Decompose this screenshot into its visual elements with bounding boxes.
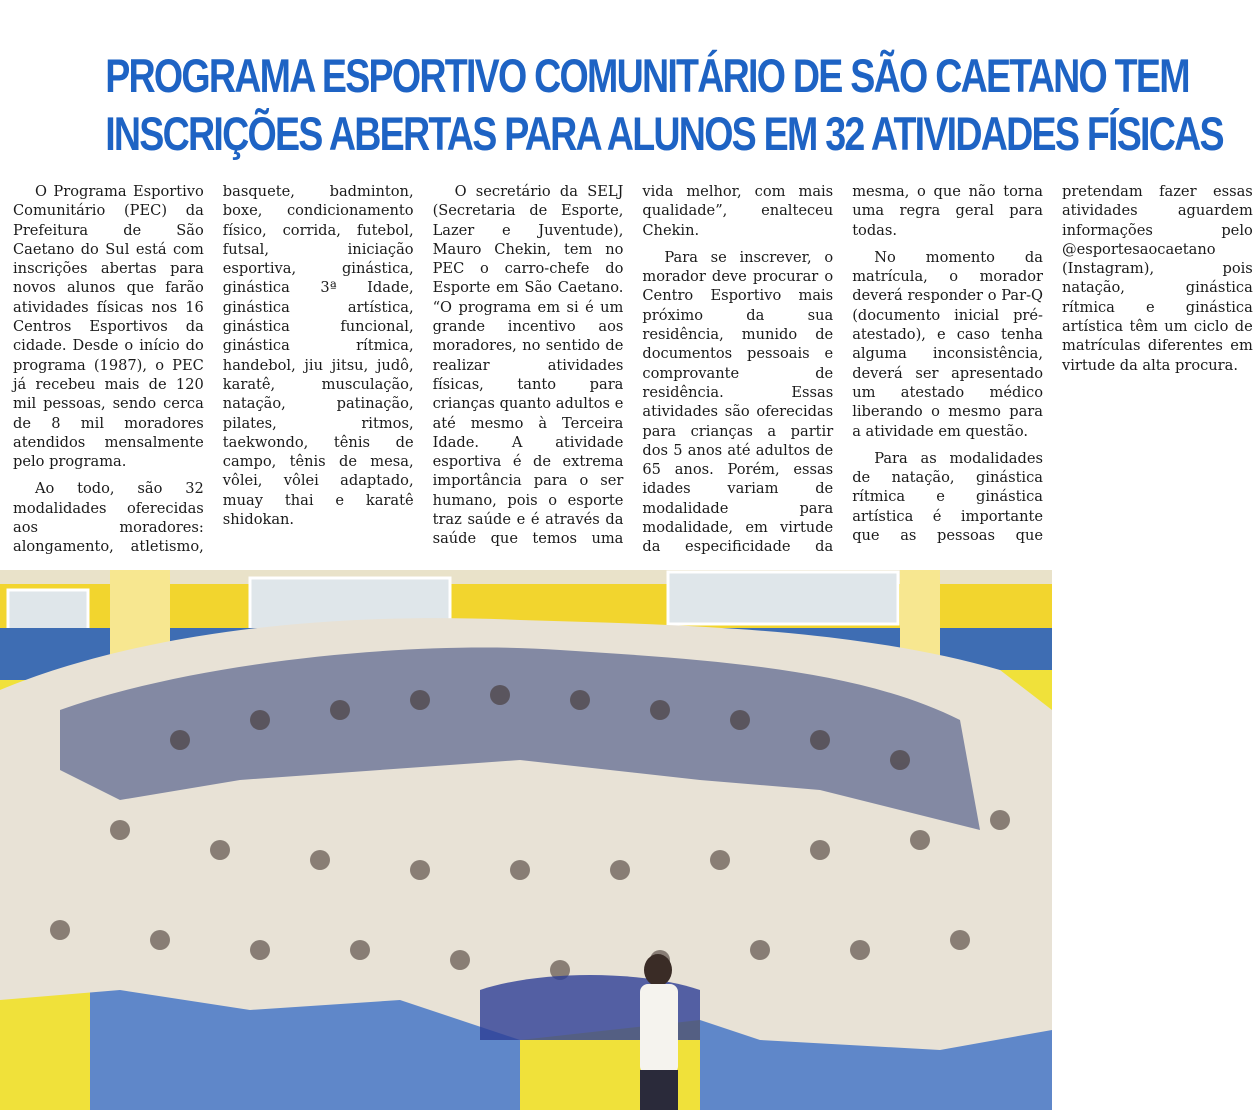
article-paragraph: Para se inscrever, o morador deve procurar o Centro Esportivo mais próximo da sua residência, munido de documentos pessoais e comprovante de residência. Essas atividades são oferecidas para crianças a partir dos 5 anos até adultos de 65 anos. Porém, essas idades variam de modalidade para modalidade, em virtude da especificidade da mesma, o que não torna uma regra geral para todas. bbox=[642, 183, 1043, 556]
group-photo bbox=[0, 570, 1052, 1110]
article-paragraph: O Programa Esportivo Comunitário (PEC) da Prefeitura de São Caetano do Sul está com inscrições abertas para novos alunos que farão atividades físicas nos 16 Centros Esportivos da cidade. Desde o início do programa (1987), o PEC já recebeu mais de 120 mil pessoas, sendo cerca de 8 mil moradores atendidos mensalmente pelo programa. bbox=[13, 183, 204, 471]
headline-line-2: INSCRIÇÕES ABERTAS PARA ALUNOS EM 32 ATIVIDADES FÍSICAS bbox=[105, 107, 1223, 161]
group-photo-illustration bbox=[0, 570, 1052, 1110]
article-paragraph: O secretário da SELJ (Secretaria de Esporte, Lazer e Juventude), Mauro Chekin, tem no PEC o carro-chefe do Esporte em São Caetano. “O programa em si é um grande incentivo aos moradores, no sentido de realizar atividades físicas, tanto para crianças quanto adultos e até mesmo à Terceira Idade. A atividade esportiva é de extrema importância para o ser humano, pois o esporte traz saúde e é através da saúde que temos uma vida melhor, com mais qualidade”, enalteceu Chekin. bbox=[432, 183, 834, 548]
article-body bbox=[13, 182, 1253, 562]
article-paragraph: No momento da matrícula, o morador deverá responder o Par-Q (documento inicial pré-atestado), e caso tenha alguma inconsistência, deverá ser apresentado um atestado médico liberando o mesmo para a atividade em questão. bbox=[852, 248, 1043, 440]
headline-line-1: PROGRAMA ESPORTIVO COMUNITÁRIO DE SÃO CAETANO TEM bbox=[105, 49, 1189, 103]
headline bbox=[105, 47, 1223, 163]
article-paragraph: Ao todo, são 32 modalidades oferecidas aos moradores: alongamento, atletismo, basquete, badminton, boxe, condicionamento físico, corrida, futebol, futsal, iniciação esportiva, ginástica, ginástica 3ª Idade, ginástica artística, ginástica funcional, ginástica rítmica, handebol, jiu jitsu, judô, karatê, musculação, natação, patinação, pilates, ritmos, taekwondo, tênis de campo, tênis de mesa, vôlei, vôlei adaptado, muay thai e karatê shidokan. bbox=[13, 183, 414, 556]
article-paragraph: Para as modalidades de natação, ginástica rítmica e ginástica artística é importante que as pessoas que pretendam fazer essas atividades aguardem informações pelo @esportesaocaetano (Instagram), pois natação, ginástica rítmica e ginástica artística têm um ciclo de matrículas diferentes em virtude da alta procura. bbox=[852, 183, 1253, 545]
